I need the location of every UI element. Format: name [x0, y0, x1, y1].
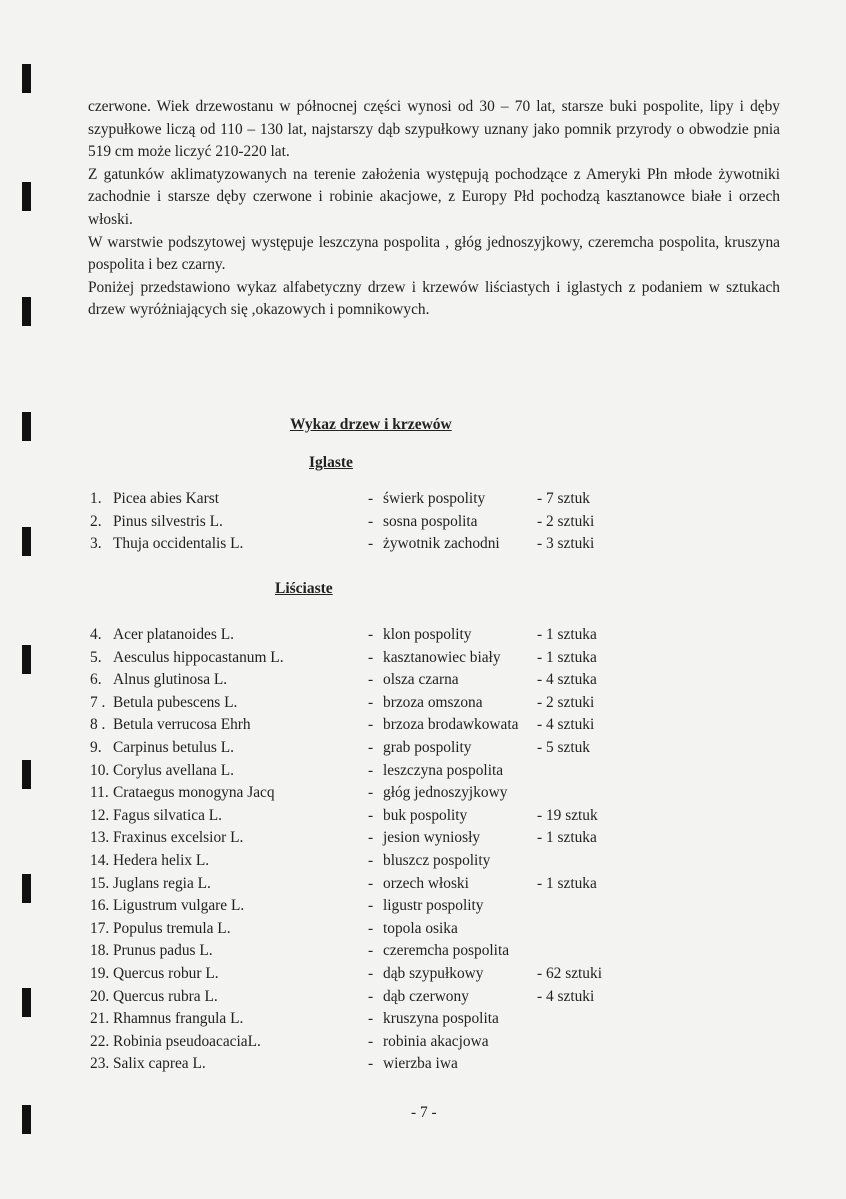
polish-name: robinia akacjowa	[383, 1032, 489, 1050]
latin-name: Acer platanoides L.	[113, 626, 234, 643]
item-number: 12.	[90, 806, 110, 824]
item-number: 10.	[90, 761, 110, 779]
species-row	[0, 897, 846, 919]
polish-name: świerk pospolity	[383, 490, 486, 507]
separator-dash: -	[368, 1010, 374, 1028]
item-number: 18.	[90, 942, 110, 960]
item-count: - 1 sztuka	[537, 626, 597, 643]
polish-name: olsza czarna	[383, 671, 459, 689]
item-count: - 1 sztuka	[537, 648, 597, 666]
polish-name: buk pospolity	[383, 806, 468, 824]
item-count: - 3 sztuki	[537, 535, 595, 552]
latin-name: Fraxinus excelsior L.	[113, 829, 244, 847]
item-count: - 2 sztuki	[537, 512, 595, 530]
latin-name: Populus tremula L.	[113, 919, 231, 937]
species-row	[0, 875, 846, 897]
species-row	[0, 1055, 846, 1077]
polish-name: jesion wyniosły	[383, 829, 481, 847]
latin-name: Quercus rubra L.	[113, 987, 218, 1005]
latin-name: Rhamnus frangula L.	[113, 1010, 244, 1028]
paragraph: W warstwie podszytowej występuje leszczyna pospolita , głóg jednoszyjkowy, czeremcha pospolita, kruszyna pospolita i bez czarny.	[88, 233, 780, 274]
item-count: - 1 sztuka	[537, 829, 597, 847]
polish-name: brzoza omszona	[383, 693, 483, 711]
item-count: - 1 sztuka	[537, 874, 597, 892]
polish-name: orzech włoski	[383, 874, 469, 892]
separator-dash: -	[368, 942, 374, 960]
list-title: Wykaz drzew i krzewów	[290, 416, 452, 433]
species-row	[0, 535, 846, 557]
item-count: - 5 sztuk	[537, 739, 591, 756]
latin-name: Picea abies Karst	[113, 490, 219, 507]
item-number: 17.	[90, 919, 110, 937]
item-number: 3.	[90, 535, 102, 552]
item-number: 11.	[90, 784, 109, 802]
separator-dash: -	[368, 987, 374, 1005]
species-row	[0, 807, 846, 829]
separator-dash: -	[368, 1055, 374, 1073]
item-number: 20.	[90, 987, 110, 1005]
species-row	[0, 1033, 846, 1055]
separator-dash: -	[368, 739, 374, 756]
species-row	[0, 965, 846, 987]
species-row	[0, 694, 846, 716]
item-number: 4.	[90, 626, 102, 643]
separator-dash: -	[368, 693, 374, 711]
item-number: 15.	[90, 874, 110, 892]
latin-name: Carpinus betulus L.	[113, 739, 234, 756]
latin-name: Quercus robur L.	[113, 965, 219, 982]
latin-name: Salix caprea L.	[113, 1055, 206, 1073]
latin-name: Juglans regia L.	[113, 874, 211, 892]
latin-name: Hedera helix L.	[113, 852, 210, 869]
item-count: - 7 sztuk	[537, 490, 591, 507]
latin-name: Robinia pseudoacaciaL.	[113, 1032, 261, 1050]
item-count: - 4 sztuki	[537, 987, 595, 1005]
species-row	[0, 784, 846, 806]
latin-name: Ligustrum vulgare L.	[113, 897, 245, 915]
latin-name: Betula verrucosa Ehrh	[113, 716, 251, 734]
item-number: 16.	[90, 897, 110, 915]
polish-name: kruszyna pospolita	[383, 1010, 499, 1028]
item-number: 21.	[90, 1010, 110, 1028]
polish-name: ligustr pospolity	[383, 897, 484, 915]
separator-dash: -	[368, 829, 374, 847]
species-row	[0, 649, 846, 671]
latin-name: Corylus avellana L.	[113, 761, 234, 779]
paragraph: czerwone. Wiek drzewostanu w północnej części wynosi od 30 – 70 lat, starsze buki pospolite, lipy i dęby szypułkowe liczą od 110 – 130 lat, najstarszy dąb szypułkowy uznany jako pomnik przyrody o obwodzie pnia 519 cm może liczyć 210-220 lat.	[88, 98, 780, 161]
polish-name: topola osika	[383, 919, 458, 937]
separator-dash: -	[368, 784, 374, 802]
item-number: 9.	[90, 739, 102, 756]
separator-dash: -	[368, 806, 374, 824]
scan-mark	[22, 182, 31, 211]
separator-dash: -	[368, 648, 374, 666]
scan-mark	[22, 1105, 31, 1134]
polish-name: dąb szypułkowy	[383, 965, 484, 982]
species-row	[0, 716, 846, 738]
item-number: 23.	[90, 1055, 110, 1073]
item-count: - 4 sztuka	[537, 671, 597, 689]
polish-name: kasztanowiec biały	[383, 648, 501, 666]
item-number: 7 .	[90, 693, 106, 711]
item-count: - 2 sztuki	[537, 693, 595, 711]
latin-name: Pinus silvestris L.	[113, 512, 223, 530]
species-row	[0, 1010, 846, 1032]
item-count: - 19 sztuk	[537, 806, 598, 824]
species-row	[0, 762, 846, 784]
species-row	[0, 513, 846, 535]
species-row	[0, 490, 846, 512]
separator-dash: -	[368, 716, 374, 734]
polish-name: dąb czerwony	[383, 987, 469, 1005]
separator-dash: -	[368, 1032, 374, 1050]
latin-name: Fagus silvatica L.	[113, 806, 222, 824]
polish-name: bluszcz pospolity	[383, 852, 491, 869]
separator-dash: -	[368, 671, 374, 689]
latin-name: Prunus padus L.	[113, 942, 213, 960]
polish-name: sosna pospolita	[383, 512, 478, 530]
species-row	[0, 988, 846, 1010]
item-number: 22.	[90, 1032, 110, 1050]
scan-mark	[22, 64, 31, 93]
polish-name: czeremcha pospolita	[383, 942, 510, 960]
paragraph: Z gatunków aklimatyzowanych na terenie założenia występują pochodzące z Ameryki Płn młode żywotniki zachodnie i starsze dęby czerwone i robinie akacjowe, z Europy Płd pochodzą kasztanowce białe i orzech włoski.	[88, 165, 780, 228]
page-number: - 7 -	[411, 1104, 437, 1121]
polish-name: wierzba iwa	[383, 1055, 458, 1073]
latin-name: Thuja occidentalis L.	[113, 535, 244, 552]
polish-name: leszczyna pospolita	[383, 761, 504, 779]
conifers-heading: Iglaste	[309, 454, 353, 471]
separator-dash: -	[368, 626, 374, 643]
separator-dash: -	[368, 490, 374, 507]
separator-dash: -	[368, 874, 374, 892]
paragraph: Poniżej przedstawiono wykaz alfabetyczny drzew i krzewów liściastych i iglastych z podaniem w sztukach drzew wyróżniających się ,okazowych i pomnikowych.	[88, 278, 780, 319]
separator-dash: -	[368, 919, 374, 937]
species-row	[0, 829, 846, 851]
separator-dash: -	[368, 535, 374, 552]
polish-name: żywotnik zachodni	[383, 535, 500, 552]
item-count: - 62 sztuki	[537, 965, 602, 982]
item-number: 2.	[90, 512, 102, 530]
item-number: 8 .	[90, 716, 106, 734]
scan-mark	[22, 297, 31, 326]
separator-dash: -	[368, 761, 374, 779]
species-row	[0, 852, 846, 874]
species-row	[0, 626, 846, 648]
item-number: 19.	[90, 965, 110, 982]
polish-name: brzoza brodawkowata	[383, 716, 519, 734]
polish-name: grab pospolity	[383, 739, 472, 756]
separator-dash: -	[368, 852, 374, 869]
latin-name: Aesculus hippocastanum L.	[113, 648, 284, 666]
item-number: 14.	[90, 852, 110, 869]
item-count: - 4 sztuki	[537, 716, 595, 734]
separator-dash: -	[368, 512, 374, 530]
body-text	[88, 96, 780, 322]
polish-name: klon pospolity	[383, 626, 472, 643]
latin-name: Crataegus monogyna Jacq	[113, 784, 275, 802]
latin-name: Alnus glutinosa L.	[113, 671, 228, 689]
species-row	[0, 739, 846, 761]
polish-name: głóg jednoszyjkowy	[383, 784, 508, 802]
species-row	[0, 920, 846, 942]
separator-dash: -	[368, 965, 374, 982]
deciduous-heading: Liściaste	[275, 580, 333, 597]
item-number: 6.	[90, 671, 102, 689]
latin-name: Betula pubescens L.	[113, 693, 238, 711]
item-number: 5.	[90, 648, 102, 666]
species-row	[0, 671, 846, 693]
item-number: 1.	[90, 490, 102, 507]
separator-dash: -	[368, 897, 374, 915]
scan-mark	[22, 412, 31, 441]
species-row	[0, 942, 846, 964]
item-number: 13.	[90, 829, 110, 847]
